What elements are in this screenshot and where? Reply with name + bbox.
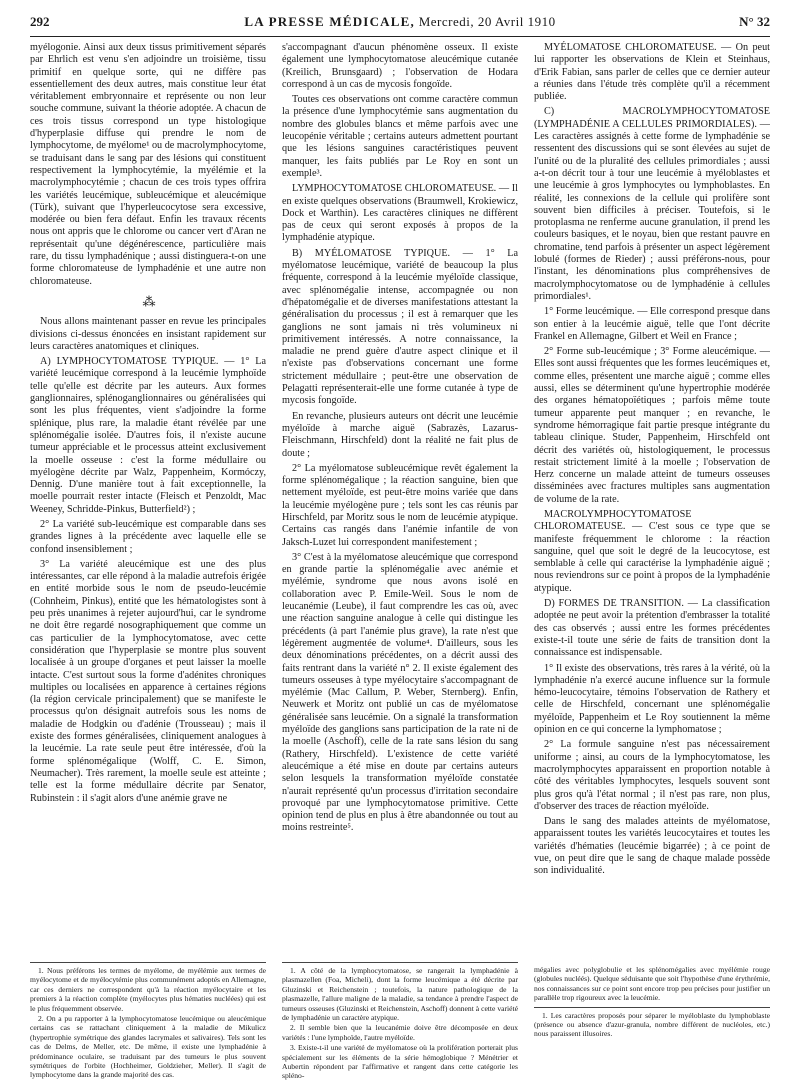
paragraph: Nous allons maintenant passer en revue les principales divisions ci-dessus énoncées en insistant rapidement sur leurs caractères anatomiques et cliniques. xyxy=(30,316,266,352)
page-number: 292 xyxy=(30,14,50,29)
column-1 xyxy=(30,42,266,808)
paragraph: MACROLYMPHOCYTOMATOSE CHLOROMATEUSE. — C'est sous ce type que se manifeste fréquemment le chlorome : la réaction sanguine, quel que soit le degré de la leucocytose, est semblable à celle qui caractérise la lymphadénie aiguë ; nous reviendrons sur ce point à propos de la lymphadénie atypique. xyxy=(534,508,770,594)
section-separator-asterism: ⁂ xyxy=(142,293,154,309)
paragraph: 1° Il existe des observations, très rares à la vérité, où la lymphadénie n'a exercé aucune influence sur la formule hémo-leucocytaire, témoins l'observation de Rathery et celle de Hirschfeld, concernant une splénomégalie myéloïde, Pappenheim et Le Roy soutiennent la même opinion en ce qui concerne la lymphomatose ; xyxy=(534,662,770,736)
paragraph: 3° C'est à la myélomatose aleucémique que correspond en grande partie la splénomégalie avec anémie et myélémie, syndrome que nous avons isolé en collaboration avec P. Emile-Weil. Sous le nom de leucanémie (Leube), il faut comprendre les cas où, avec une réaction sanguine analogue à celle qui distingue les précédents (à part l'anémie plus grave), la rate n'est que légèrement augmentée de volume⁴. D'ailleurs, sous les deux dénominations précédentes, on a décrit aussi des faits rentrant dans la variété n° 2. Il existe également des tumeurs osseuses à type myélocytaire s'accompagnant de myélémie (Mac Callum, P. Weber, Sternberg). Enfin, Neuwerk et Moritz ont publié un cas de myélomatose généralisée sans leucémie. On a signalé la transformation myéloïde des ganglions sans participation de la rate ni de la moelle (Aschoff), celle de la rate sans lésion du sang (Rathery, Hirschfeld). L'existence de cette variété aleucémique a été mise en doute par certains auteurs selon lesquels la transformation myéloïde constatée n'aurait représenté qu'un processus d'irritation secondaire provoqué par une lymphocytomatose primitive. Cette opinion tend de plus en plus à être abandonnée ou tout au moins restreinte⁵. xyxy=(282,551,518,834)
footnote: 1. Les caractères proposés pour séparer le myéloblaste du lymphoblaste (présence ou absence d'azur-granula, nombre différent de nucléoles, etc.) nous paraissent illusoires. xyxy=(534,1010,770,1039)
issue-date: Mercredi, 20 Avril 1910 xyxy=(418,14,556,29)
paragraph: LYMPHOCYTOMATOSE CHLOROMATEUSE. — Il en existe quelques observations (Braumwell, Krokiewicz, Dock et Warthin). Les caractères cliniques ne diffèrent pas de ceux qui seront exposés à propos de la lymphadénie atypique. xyxy=(282,183,518,244)
paragraph: B) MYÉLOMATOSE TYPIQUE. — 1° La myélomatose leucémique, variété de beaucoup la plus fréquente, correspond à la leucémie myéloïde classique, avec splénomégalie intense, accompagnée ou non d'hépatomégalie et de diverses manifestations attestant la généralisation du processus ; il est à remarquer que les ganglions ne sont jamais ni très volumineux ni primitivement intéressés. A notre connaissance, la maladie ne prend guère d'autre aspect clinique et il n'existe pas d'observations concernant une forme strictement médullaire ; peut-être une observation de Pelagatti représenterait-elle une forme cutanée à type de mycosis fongoïde. xyxy=(282,247,518,407)
paragraph: 3° La variété aleucémique est une des plus intéressantes, car elle répond à la maladie autrefois érigée en entité morbide sous le nom de pseudo-leucémie (Cohnheim, Pinkus), entité que les hématologistes sont à peu près unanimes à rejeter aujourd'hui, car le syndrome ne doit être regardé nosographiquement que comme un cas particulier de la lymphocytomatose, avec cette considération que l'hyperplasie se montre plus souvent localisée à un groupe d'organes et peut laisser la moelle intacte. C'est surtout sous la forme d'adénites chroniques multiples ou localisées en apparence à certaines régions (la région cervicale principalement) que se manifeste le processus qu'on désignait autrefois sous les noms de maladie de Hodgkin ou d'adénie (Trousseau) ; mais il existe des formes généralisées, cliniquement analogues à la leucémie. La rate seule peut être intéressée, d'où la forme splénomégalique (Wolff, C. E. Simon, Neumacher). Très rarement, la moelle seule est atteinte ; telle est la forme médullaire décrite par Senator, Rubinstein : il s'agit alors d'une anémie grave ne xyxy=(30,558,266,804)
column-2 xyxy=(282,42,518,838)
paragraph: s'accompagnant d'aucun phénomène osseux. Il existe également une lymphocytomatose aleucémique cutanée (Kreilich, Brunsgaard) ; l'observation de Hodara correspond à un cas de mycosis fongoïde. xyxy=(282,42,518,90)
issue-number: N° 32 xyxy=(739,14,770,29)
footnote-divider xyxy=(534,1007,770,1008)
paragraph: 2° La myélomatose subleucémique revêt également la forme splénomégalique ; la réaction sanguine, bien que nettement myéloïde, est peut-être moins variée que dans la leucémie myélogène pure ; tels sont les cas réunis par Hirschfeld, par Moritz sous le nom de leucémie atypique. Certains cas rangés dans l'anémie infantile de von Jaksch-Luzet lui correspondent manifestement ; xyxy=(282,462,518,548)
paragraph: 2° Forme sub-leucémique ; 3° Forme aleucémique. — Elles sont aussi fréquentes que les formes leucémiques et, comme elles, présentent une marche aiguë ; comme elles aussi, elles se déterminent qu'une hypertrophie modérée des organes hématopoïétiques ; parfois même toute tumeur apparente peut manquer ; en revanche, le syndrome hémorragique fait partie presque intégrante du tableau clinique. Studer, Pappenheim, Hirschfeld ont décrit des variétés où, histologiquement, le processus restait strictement limité à la moelle ; l'observation de Herz concerne un malade atteint de tumeurs osseuses disséminées avec fractures multiples sans augmentation de volume de la rate. xyxy=(534,346,770,505)
footnotes-column-3 xyxy=(534,962,770,1040)
paragraph: MYÉLOMATOSE CHLOROMATEUSE. — On peut lui rapporter les observations de Klein et Steinhaus, d'Erik Fabian, sans parler de celles que ce dernier auteur a réunies dans l'étude très complète qu'il a récemment publiée. xyxy=(534,42,770,103)
footnote: 2. Il semble bien que la leucanémie doive être décomposée en deux variétés : l'une lymphoïde, l'autre myéloïde. xyxy=(282,1023,518,1042)
paragraph: A) LYMPHOCYTOMATOSE TYPIQUE. — 1° La variété leucémique correspond à la leucémie lymphoïde telle qu'elle est décrite par les auteurs. Aux formes ganglionnaires, splénoganglionnaires ou généralisées qui sont les plus fréquentes, vient s'adjoindre la forme splénique, plus rare, la maladie étant révélée par une splénomégalie isolée. D'autres fois, il n'existe aucune tumeur appréciable et le processus atteint exclusivement la moelle osseuse : c'est la forme médullaire ou myélogène décrite par Walz, Pappenheim, Kormóczy, Dennig. D'une manière tout à fait exceptionnelle, la moelle pourrait rester intacte (Fleisch et Penzoldt, Mac Weeney, Schridde-Pinkus, Butterfield²) ; xyxy=(30,356,266,515)
footnotes-column-2 xyxy=(282,962,518,1082)
paragraph: 2° La variété sub-leucémique est comparable dans ses grandes lignes à la précédente avec laquelle elle se confond insensiblement ; xyxy=(30,518,266,555)
journal-name: LA PRESSE MÉDICALE, xyxy=(244,14,415,29)
paragraph: 2° La formule sanguine n'est pas nécessairement uniforme ; ainsi, au cours de la lymphocytomatose, les macrolymphocytes apparaissent en proportion notable à côté des véritables lymphocytes, lesquels souvent sont plus gros qu'à l'état normal ; il n'est pas rare, non plus, d'observer des traces de réaction myéloïde. xyxy=(534,739,770,812)
column-3 xyxy=(534,42,770,881)
footnote-continuation: mégalies avec polyglobulie et les splénomégalies avec myélémie rouge (globules nucléés). Quelque séduisante que soit l'hypothèse d'une érythrémie, nos connaissances sur ce point sont encore trop peu précises pour justifier un parallèle trop rigoureux avec la leucémie. xyxy=(534,965,770,1003)
paragraph: C) MACROLYMPHOCYTOMATOSE (LYMPHADÉNIE A CELLULES PRIMORDIALES). — Les caractères assignés à cette forme de lymphadénie se ressentent des discussions qui se sont élevées au sujet de l'unité ou de la pluralité des cellules primordiales ; aussi a-t-on décrit tour à tour une leucémie à myéloblastes et une leucémie à gros lymphocytes ou lymphoblastes. En réalité, les connexions de la cellule qui prolifère sont souvent bien difficiles à préciser. Toutefois, si le protoplasma ne renferme aucune granulation, il prend les couleurs basiques, et le noyau, bien que restant pauvre en chromatine, tend parfois à présenter un aspect légèrement lobulé (formes de Rieder) ; aussi préférons-nous, pour l'instant, les dénominations plus compréhensives de macrolymphocytomatose ou de lymphadénie à cellules primordiales¹. xyxy=(534,106,770,302)
footnote: 1. Nous préférons les termes de myélome, de myélémie aux termes de myélocytome et de myélocytémie plus communément adoptés en Allemagne, car ces derniers ne correspondent qu'à la réaction myélocytaire et les premiers à la réaction complète (myélocytes plus hématies nucléées) qui est le plus fréquemment observée. xyxy=(30,966,266,1013)
footnote: 1. A côté de la lymphocytomatose, se rangerait la lymphadénie à plasmazellen (Foa, Micheli), dont la forme leucémique a été décrite par Gluzinski et Reichenstein ; toutefois, la nature pathologique de la plasmazelle, l'allure maligne de la maladie, sa tendance à prendre l'aspect de tumeurs osseuses (Gluzinski et Reichenstein, Aschoff) donnent à cette variété de lymphadénie un caractère atypique. xyxy=(282,966,518,1023)
paragraph: Toutes ces observations ont comme caractère commun la présence d'une lymphocytémie sans augmentation du nombre des globules blancs et même parfois avec une leucopénie véritable ; certains auteurs admettent pourtant que les lésions sanguines caractéristiques peuvent manquer, les faits publiés par Le Roy en sont un exemple³. xyxy=(282,94,518,179)
paragraph: En revanche, plusieurs auteurs ont décrit une leucémie myéloïde à marche aiguë (Sabrazès, Lazarus-Fleischmann, Hirschfeld) dont la réalité ne fait plus de doute ; xyxy=(282,410,518,459)
paragraph: 1° Forme leucémique. — Elle correspond presque dans son entier à la leucémie aiguë, telle que l'ont décrite Frankel en Allemagne, Gilbert et Weil en France ; xyxy=(534,306,770,342)
running-title xyxy=(30,14,770,30)
paragraph: Dans le sang des malades atteints de myélomatose, apparaissent toutes les variétés leucocytaires et toutes les variétés d'hématies (leucémie bigarrée) ; à ce point de vue, on peut dire que le sang de chaque malade possède son individualité. xyxy=(534,816,770,877)
footnotes-column-1 xyxy=(30,962,266,1081)
page-header xyxy=(30,10,770,37)
footnote: 3. Existe-t-il une variété de myélomatose où la prolifération porterait plus spécialement sur les éléments de la série hémoglobique ? Ménétrier et Aubertin répondent par l'affirmative et rangent dans cette catégorie les spléno- xyxy=(282,1043,518,1081)
paragraph: D) FORMES DE TRANSITION. — La classification adoptée ne peut avoir la prétention d'embrasser la totalité des cas observés ; aussi entre les formes précédentes existe-t-il toute une série de faits de transition dont la connaissance est indispensable. xyxy=(534,598,770,659)
paragraph: myélogonie. Ainsi aux deux tissus primitivement séparés par Ehrlich est venu s'en adjoindre un troisième, tissu primitif en quelque sorte, qui ne diffère pas essentiellement des deux autres, mais constitue leur état véritablement embryonnaire et représente ou non leur souche commune, suivant la théorie adoptée. A chacun de ces trois tissus correspond un type histologique d'hyperplasie diffuse qui prendre le nom de lymphocytome, de myélome¹ ou de macrolymphocytome, se traduisant dans le sang par des lésions qui constituent respectivement la lymphocytémie, la myélémie et la macrolymphocytémie ; chacun de ces trois types offrira les variétés leucémique, subleucémique et aleucémique (Türk), suivant que l'hyperleucocytose sera excessive, modérée ou bien fera défaut. Enfin les travaux récents nous ont appris que le chlorome ou cancer vert d'Aran ne représentait qu'une dégénérescence, particulière mais rare, du tissu lymphadénique ; aussi distinguera-t-on une forme chloromateuse de lymphadénie et une autre non chloromateuse. xyxy=(30,42,266,287)
footnote: 2. On a pu rapporter à la lymphocytomatose leucémique ou aleucémique certains cas se rattachant cliniquement à la maladie de Mikulicz (hypertrophie symétrique des glandes lacrymales et salivaires). Tels sont les cas de Delms, de Meller, etc. De même, il existe une lymphadénie à prédominance oculaire, se traduisant par des tumeurs le plus souvent symétriques de l'orbite (Hochheimer, Goldzieher, Meller). Il s'agit de lymphocytome dans la grande majorité des cas. xyxy=(30,1014,266,1080)
